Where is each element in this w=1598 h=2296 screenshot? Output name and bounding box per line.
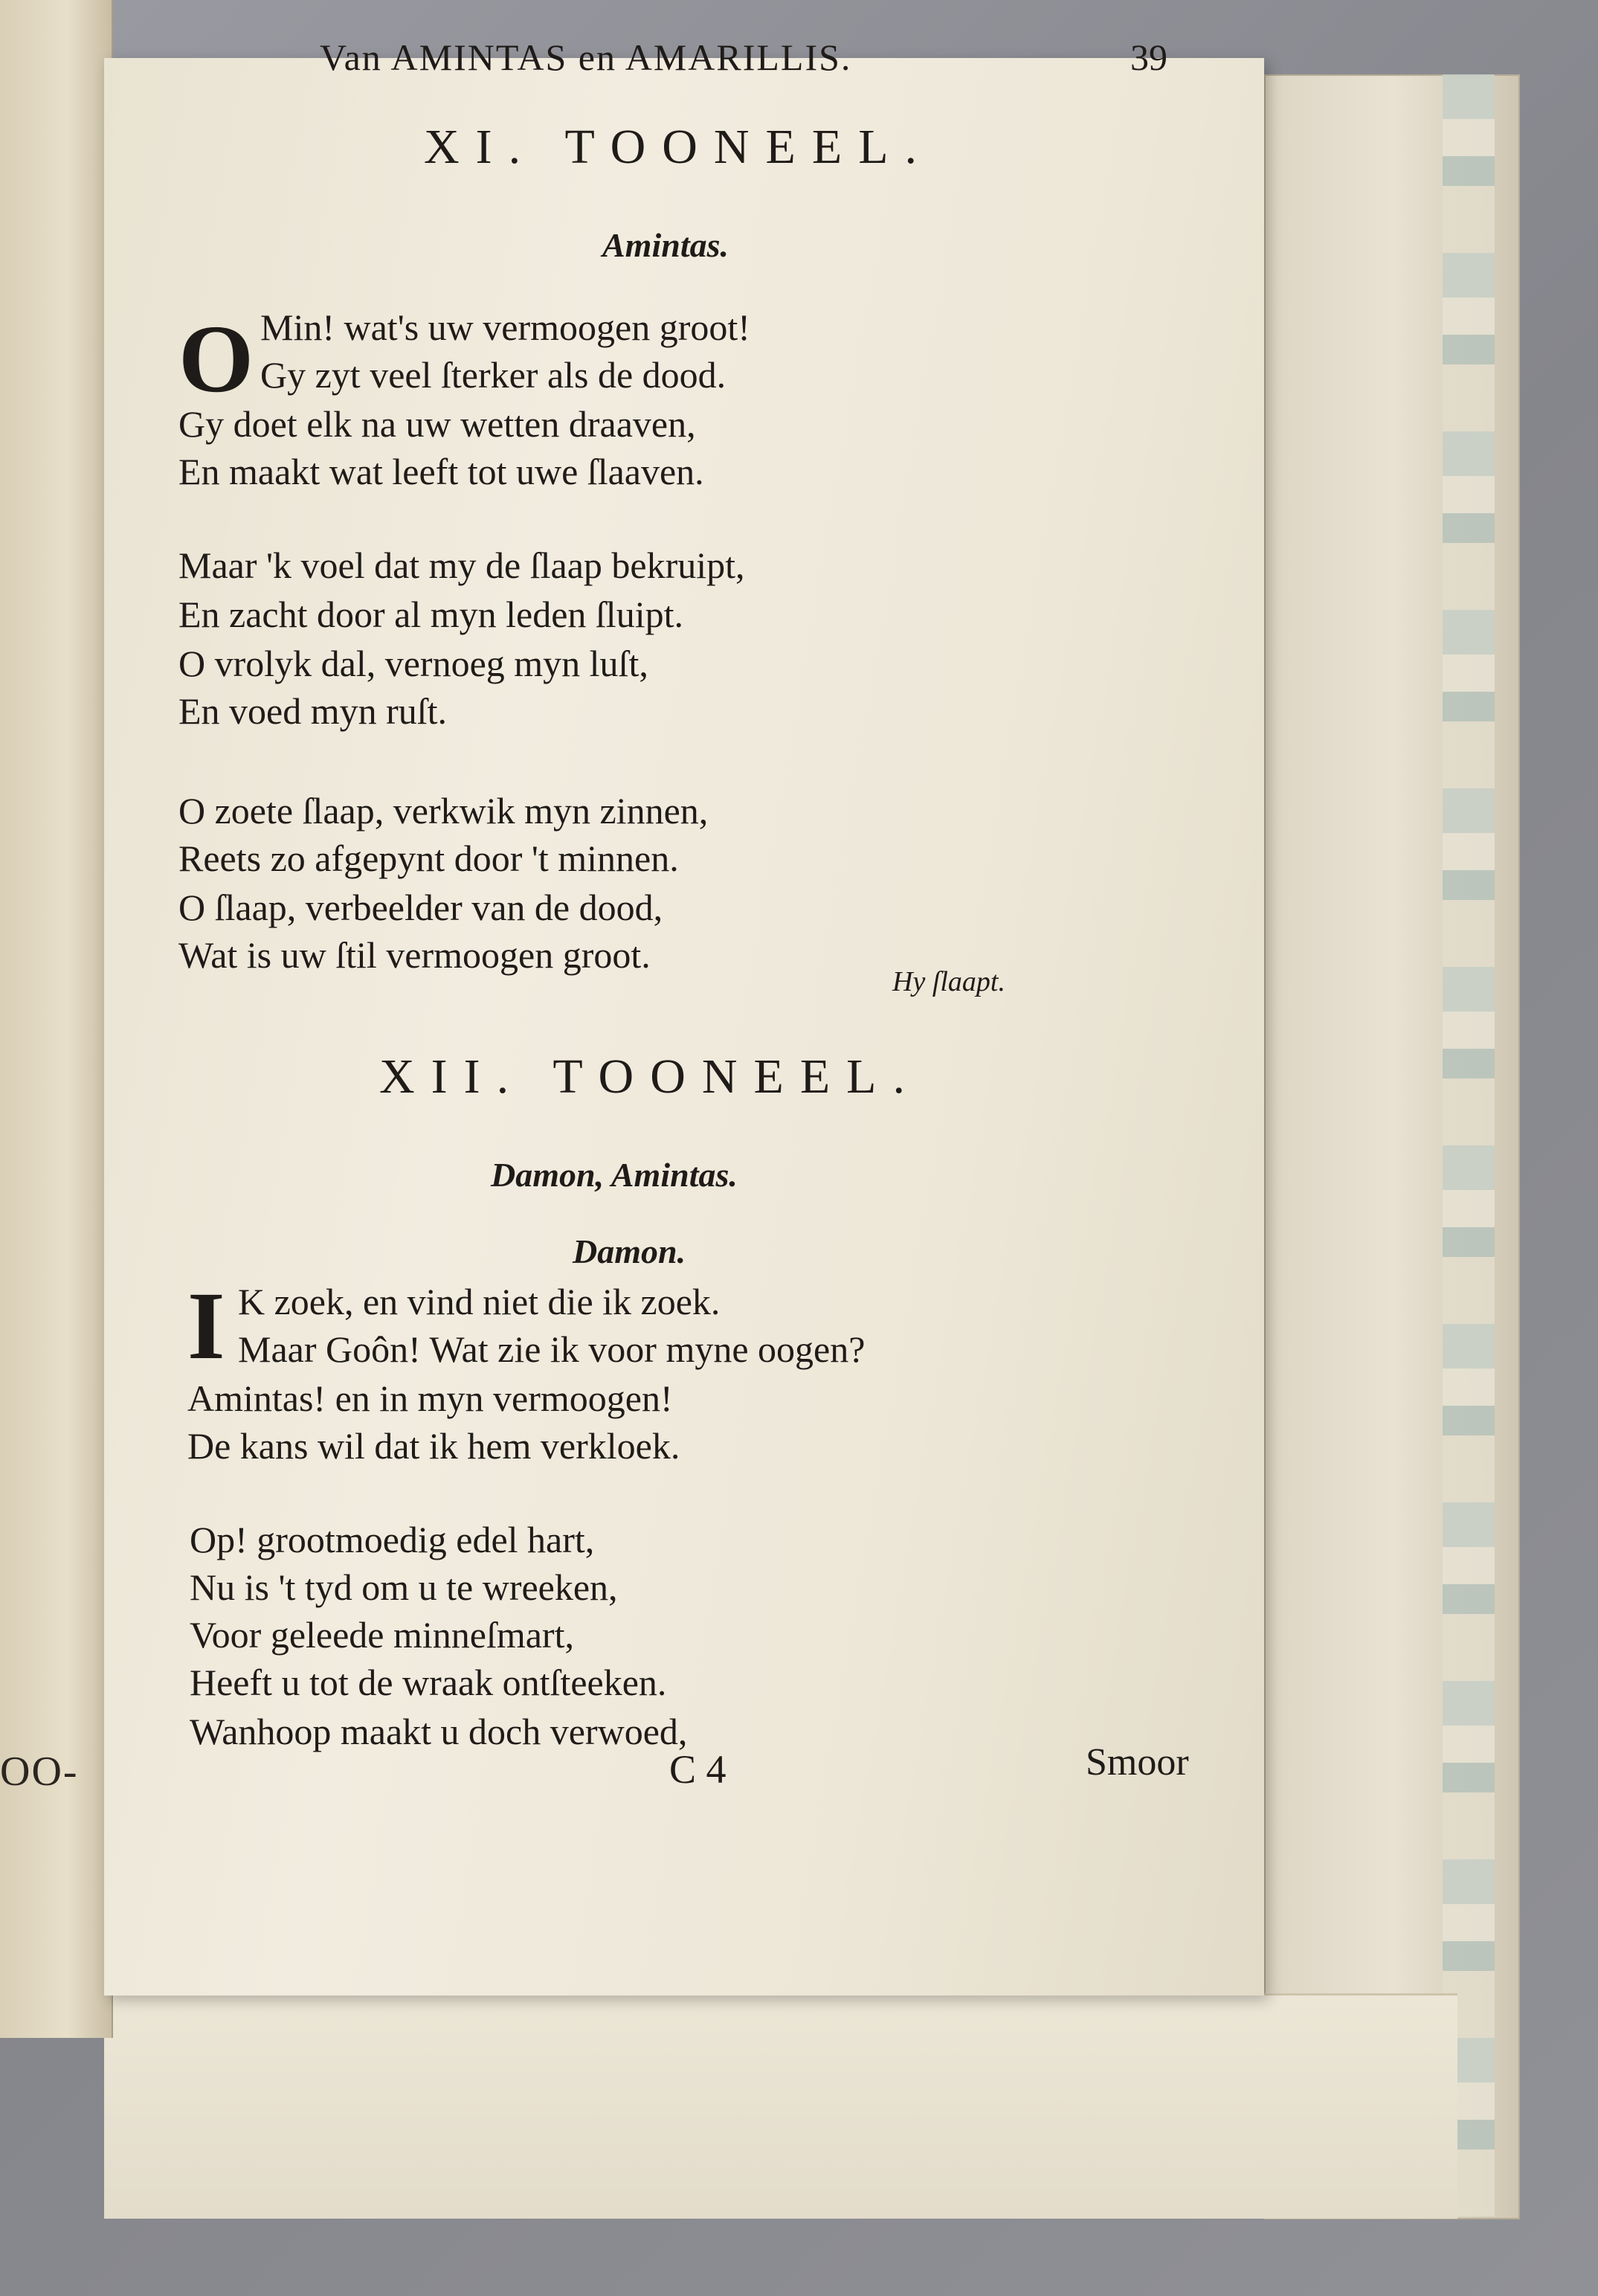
running-head: Van AMINTAS en AMARILLIS.: [320, 36, 852, 78]
verse-line: Heeft u tot de wraak ontſteeken.: [190, 1662, 667, 1703]
scene-xii-dropcap: I: [187, 1273, 225, 1380]
verse-line: De kans wil dat ik hem verkloek.: [187, 1425, 680, 1467]
verse-line: Maar 'k voel dat my de ſlaap bekruipt,: [178, 544, 745, 586]
signature-mark: C 4: [669, 1747, 726, 1792]
verse-line: En maakt wat leeft tot uwe ſlaaven.: [178, 451, 704, 492]
catchword: Smoor: [1086, 1741, 1189, 1784]
verse-line: Maar Goôn! Wat zie ik voor myne oogen?: [238, 1328, 866, 1370]
scene-xi-dropcap: O: [178, 306, 254, 413]
left-page-fragment: OO-: [0, 1749, 79, 1795]
page-number: 39: [1130, 36, 1167, 78]
verse-line: O ſlaap, verbeelder van de dood,: [178, 887, 663, 928]
scene-xi-speaker: Amintas.: [602, 226, 729, 264]
verse-line: Nu is 't tyd om u te wreeken,: [190, 1566, 618, 1608]
verse-line: K zoek, en vind niet die ik zoek.: [238, 1281, 721, 1322]
verse-line: En voed myn ruſt.: [178, 690, 448, 732]
scene-xii-speaker: Damon.: [573, 1232, 686, 1270]
verse-line: Gy doet elk na uw wetten draaven,: [178, 403, 696, 445]
verse-line: Wanhoop maakt u doch verwoed,: [190, 1711, 688, 1752]
verse-line: Amintas! en in myn vermoogen!: [187, 1377, 673, 1419]
verse-line: Op! grootmoedig edel hart,: [190, 1519, 595, 1560]
book-page: [104, 36, 1264, 1996]
verse-line: Voor geleede minneſmart,: [190, 1614, 574, 1656]
verse-line: Wat is uw ſtil vermoogen groot.: [178, 934, 651, 976]
scene-xii-characters: Damon, Amintas.: [491, 1156, 738, 1194]
book-spine-strip: [1443, 74, 1495, 2216]
scene-xii-heading: XII. TOONEEL.: [379, 1049, 921, 1104]
verse-line: Gy zyt veel ſterker als de dood.: [260, 354, 726, 396]
verse-line: O zoete ſlaap, verkwik myn zinnen,: [178, 790, 709, 832]
scene-xi-heading: XI. TOONEEL.: [424, 120, 934, 174]
verse-line: Reets zo afgepynt door 't minnen.: [178, 837, 679, 879]
verse-line: En zacht door al myn leden ſluipt.: [178, 594, 683, 635]
verse-line: O vrolyk dal, vernoeg myn luſt,: [178, 643, 648, 684]
underlying-page-edge: [104, 1993, 1457, 2219]
verse-line: Min! wat's uw vermoogen groot!: [260, 306, 750, 348]
stage-direction: Hy ſlaapt.: [892, 966, 1005, 997]
left-page: [0, 0, 113, 2038]
